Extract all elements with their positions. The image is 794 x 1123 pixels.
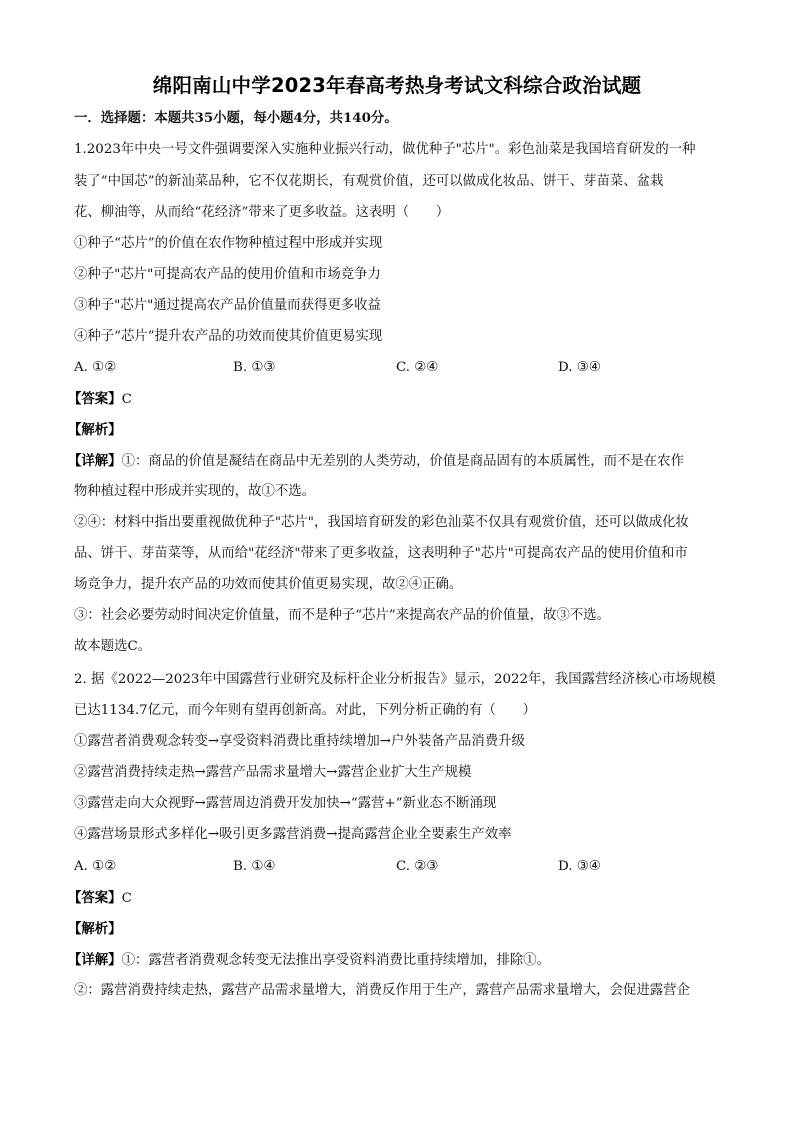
- q1-conclusion: 故本题选C。: [74, 639, 152, 654]
- page-title: 绵阳南山中学2023年春高考热身考试文科综合政治试题: [152, 74, 642, 97]
- q1-detail-line-4: 品、饼干、芽苗菜等，从而给"花经济"带来了更多收益，这表明种子"芯片"可提高农产品的使用价值和市: [74, 546, 688, 561]
- q2-detail-label: 【详解】: [68, 952, 122, 968]
- q2-option-a: A. ①②: [74, 859, 117, 874]
- q2-analysis-label: [68, 919, 718, 940]
- q1-answer: [68, 389, 718, 410]
- q1-answer-value: C: [121, 392, 132, 407]
- q1-stem-line-2: 装了“中国芯”的新汕菜品种，它不仅花期长，有观赏价值，还可以做成化妆品、饼干、芽苗菜、盆栽: [74, 174, 664, 189]
- q1-detail-text-1: ①：商品的价值是凝结在商品中无差别的人类劳动，价值是商品固有的本质属性，而不是在农作: [121, 454, 684, 469]
- q1-option-c: C. ②④: [396, 360, 439, 375]
- q1-option-d: D. ③④: [558, 360, 601, 375]
- q2-item-3: ③露营走向大众视野→露营周边消费开发加快→“露营+”新业态不断涌现: [74, 796, 497, 811]
- q1-option-a: A. ①②: [74, 360, 117, 375]
- q2-detail-line-1: [68, 950, 718, 971]
- q1-detail-line-2: 物种植过程中形成并实现的，故①不选。: [74, 484, 316, 499]
- q2-stem-line-1: 2. 据《2022—2023年中国露营行业研究及标杆企业分析报告》显示，2022年，我国露营经济核心市场规模: [74, 672, 716, 687]
- q2-answer-label: 【答案】: [68, 890, 122, 906]
- q1-detail-line-6: ③：社会必要劳动时间决定价值量，而不是种子“芯片”来提高农产品的价值量，故③不选。: [74, 608, 610, 623]
- q1-analysis-label: [68, 420, 718, 441]
- q1-analysis-label-text: 【解析】: [68, 422, 122, 438]
- q2-option-d: D. ③④: [558, 859, 601, 874]
- q1-detail-line-3: ②④：材料中指出要重视做优种子"芯片"，我国培育研发的彩色汕菜不仅具有观赏价值，还可以做成化妆: [74, 515, 689, 530]
- section-heading: 一．选择题：本题共35小题，每小题4分，共140分。: [74, 110, 398, 126]
- q2-option-b: B. ①④: [233, 859, 276, 874]
- q1-option-b: B. ①③: [233, 360, 276, 375]
- q1-item-1: ①种子“芯片”的价值在农作物种植过程中形成并实现: [74, 236, 383, 251]
- q2-stem-line-2: 已达1134.7亿元，而今年则有望再创新高。对此，下列分析正确的有（ ）: [74, 703, 536, 718]
- q2-item-1: ①露营者消费观念转变→享受资料消费比重持续增加→户外装备产品消费升级: [74, 734, 525, 749]
- q1-stem-line-3: 花、柳油等，从而给“花经济”带来了更多收益。这表明（ ）: [74, 205, 450, 220]
- q1-item-4: ④种子“芯片”提升农产品的功效而使其价值更易实现: [74, 329, 383, 344]
- q1-detail-label: 【详解】: [68, 453, 122, 469]
- q2-detail-line-2: ②：露营消费持续走热，露营产品需求量增大，消费反作用于生产，露营产品需求量增大，会促进露营企: [74, 983, 690, 998]
- q2-item-4: ④露营场景形式多样化→吸引更多露营消费→提高露营企业全要素生产效率: [74, 827, 512, 842]
- q2-answer: [68, 888, 718, 909]
- q2-analysis-label-text: 【解析】: [68, 921, 122, 937]
- q1-detail-line-5: 场竞争力，提升农产品的功效而使其价值更易实现，故②④正确。: [74, 577, 463, 592]
- q2-detail-text-1: ①：露营者消费观念转变无法推出享受资料消费比重持续增加，排除①。: [121, 953, 551, 968]
- q1-item-2: ②种子"芯片"可提高农产品的使用价值和市场竞争力: [74, 267, 381, 282]
- q1-detail-line-1: [68, 451, 718, 472]
- q1-stem-line-1: 1.2023年中央一号文件强调要深入实施种业振兴行动，做优种子"芯片"。彩色汕菜是我国培育研发的一种: [74, 142, 696, 157]
- q2-option-c: C. ②③: [396, 859, 439, 874]
- q2-answer-value: C: [121, 891, 132, 906]
- q2-item-2: ②露营消费持续走热→露营产品需求量增大→露营企业扩大生产规模: [74, 765, 472, 780]
- q1-answer-label: 【答案】: [68, 391, 122, 407]
- q1-item-3: ③种子"芯片"通过提高农产品价值量而获得更多收益: [74, 298, 381, 313]
